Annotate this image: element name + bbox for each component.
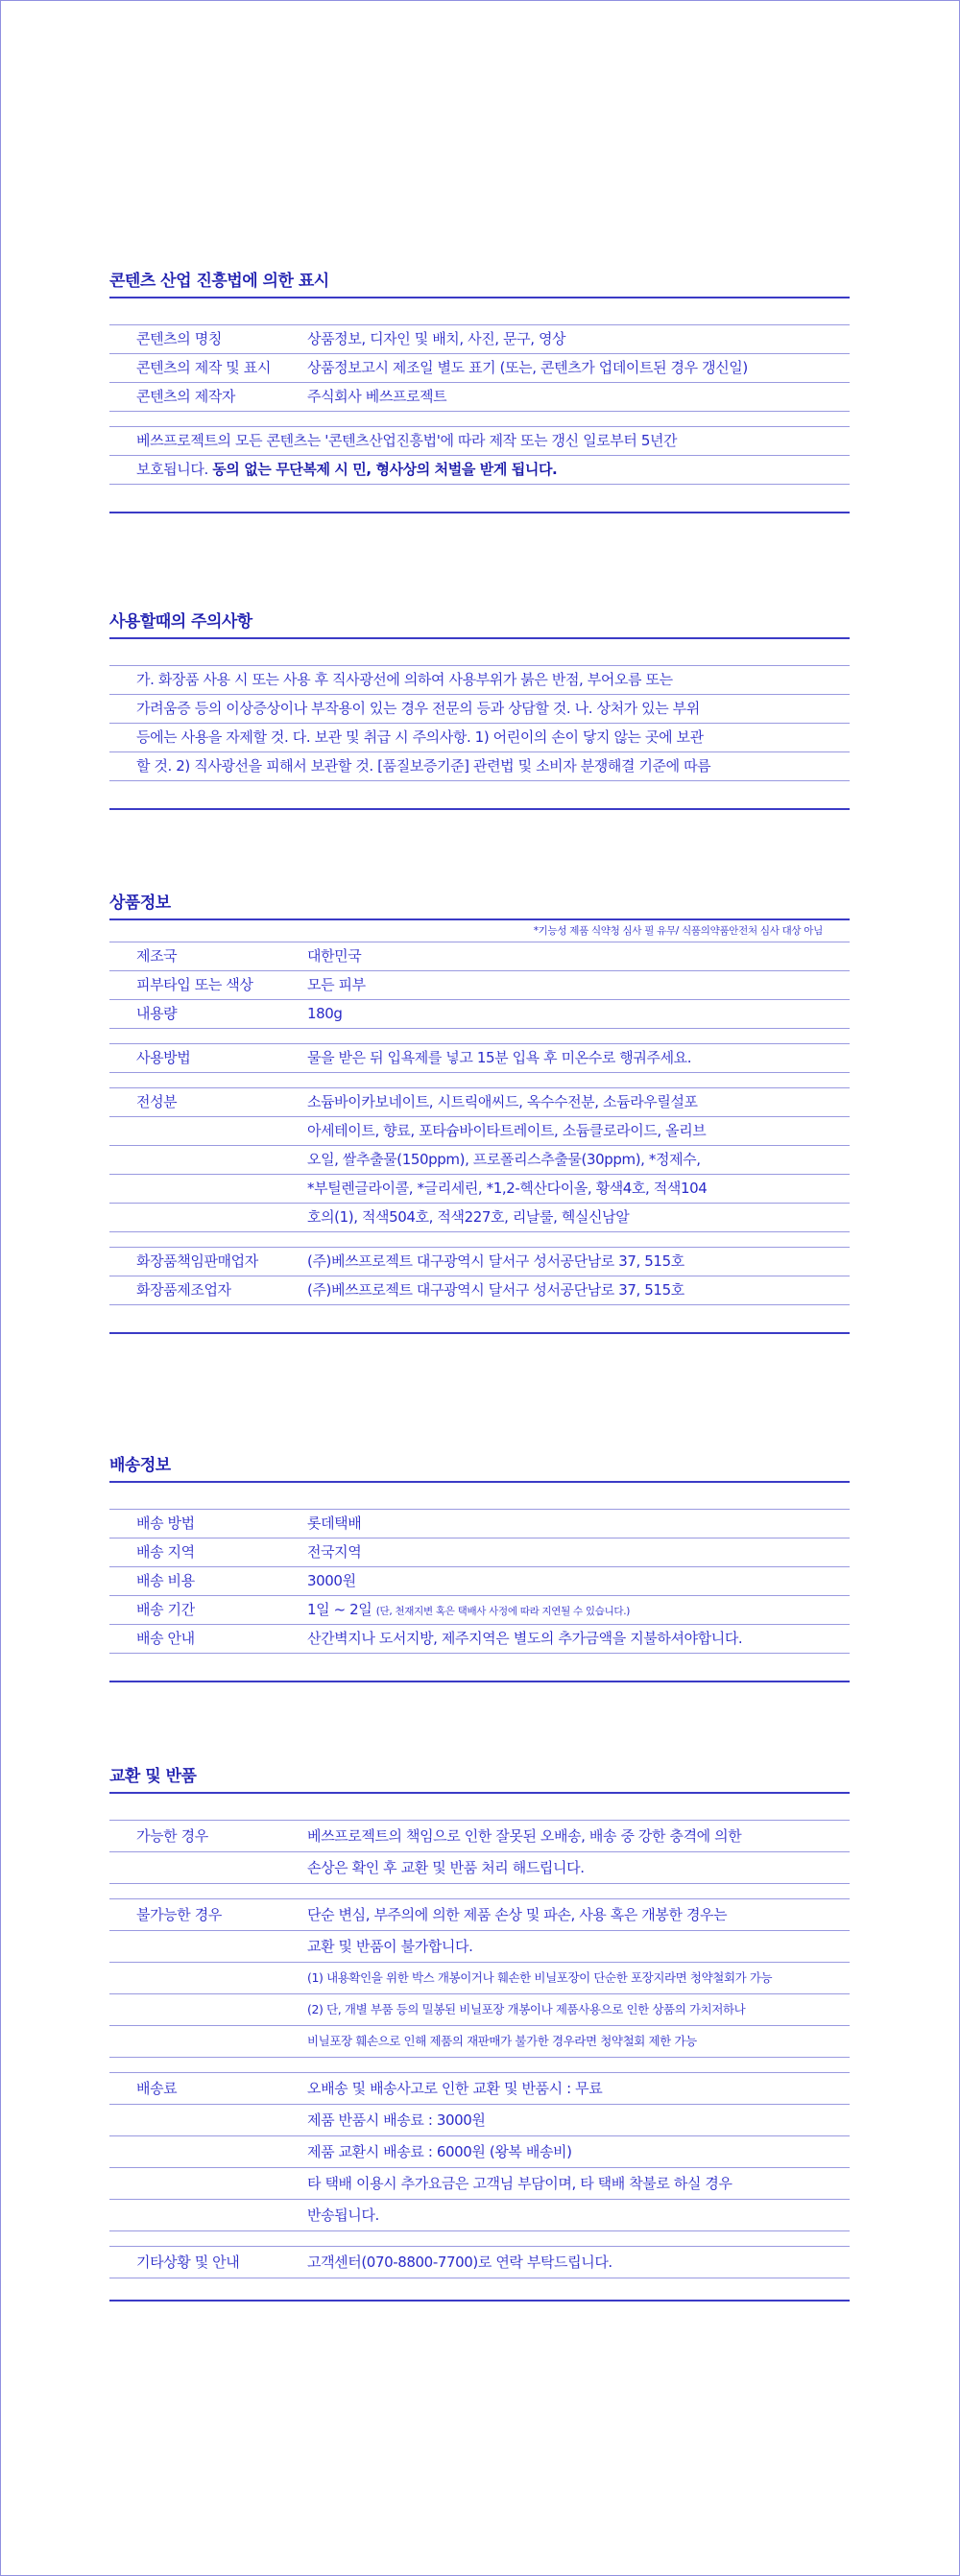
spacer-row bbox=[109, 1029, 850, 1044]
row-value: 고객센터(070-8800-7700)로 연락 부탁드립니다. bbox=[307, 2254, 612, 2271]
table-row bbox=[109, 1175, 850, 1204]
table-row bbox=[109, 2073, 850, 2105]
row-label: 전성분 bbox=[136, 1093, 178, 1110]
row-label: 배송 비용 bbox=[136, 1572, 195, 1589]
caution-line: 등에는 사용을 자제할 것. 다. 보관 및 취급 시 주의사항. 1) 어린이의 손이 닿지 않는 곳에 보관 bbox=[109, 724, 850, 752]
table-row bbox=[109, 354, 850, 383]
row-value: 베쓰프로젝트의 책임으로 인한 잘못된 오배송, 배송 중 강한 충격에 의한 bbox=[307, 1827, 742, 1845]
table-row bbox=[109, 1931, 850, 1963]
shipping-title: 배송정보 bbox=[109, 1456, 171, 1475]
spacer-row bbox=[109, 1483, 850, 1510]
spacer-row bbox=[109, 2231, 850, 2247]
row-value: 제품 반품시 배송료 : 3000원 bbox=[307, 2111, 486, 2129]
row-label: 콘텐츠의 제작자 bbox=[136, 388, 235, 405]
content-law-section bbox=[109, 269, 850, 513]
row-label: 배송료 bbox=[136, 2080, 178, 2097]
table-row bbox=[109, 1821, 850, 1852]
section-end-rule bbox=[109, 1681, 850, 1682]
table-row bbox=[109, 1994, 850, 2026]
content-law-title: 콘텐츠 산업 진흥법에 의한 표시 bbox=[109, 272, 329, 291]
table-row bbox=[109, 1000, 850, 1029]
row-value: 단순 변심, 부주의에 의한 제품 손상 및 파손, 사용 혹은 개봉한 경우는 bbox=[307, 1906, 728, 1923]
table-row bbox=[109, 1044, 850, 1073]
ingredients-line: 오일, 쌀추출물(150ppm), 프로폴리스추출물(30ppm), *정제수, bbox=[307, 1151, 701, 1168]
table-row bbox=[109, 1117, 850, 1146]
notice-text: 보호됩니다. bbox=[136, 461, 213, 478]
spacer-row bbox=[109, 2058, 850, 2073]
table-row bbox=[109, 1204, 850, 1232]
spacer-row bbox=[109, 1073, 850, 1088]
spacer-row bbox=[109, 1232, 850, 1248]
table-row bbox=[109, 1146, 850, 1175]
row-value: 3000원 bbox=[307, 1572, 356, 1589]
table-row bbox=[109, 1248, 850, 1276]
row-value: 교환 및 반품이 불가합니다. bbox=[307, 1938, 473, 1955]
notice-line bbox=[109, 456, 850, 485]
row-value: 상품정보고시 제조일 별도 표기 (또는, 콘텐츠가 업데이트된 경우 갱신일) bbox=[307, 359, 748, 376]
caution-line: 할 것. 2) 직사광선을 피해서 보관할 것. [품질보증기준] 관련법 및 소비자 분쟁해결 기준에 따름 bbox=[109, 752, 850, 781]
row-label: 배송 지역 bbox=[136, 1543, 195, 1561]
table-row bbox=[109, 1088, 850, 1117]
table-row bbox=[109, 383, 850, 412]
table-row bbox=[109, 2026, 850, 2058]
table-row bbox=[109, 1276, 850, 1305]
caution-line: 가려움증 등의 이상증상이나 부작용이 있는 경우 전문의 등과 상담할 것. 나. 상처가 있는 부위 bbox=[109, 695, 850, 724]
spacer-row bbox=[109, 298, 850, 325]
row-label: 가능한 경우 bbox=[136, 1827, 208, 1845]
row-value: 물을 받은 뒤 입욕제를 넣고 15분 입욕 후 미온수로 행궈주세요. bbox=[307, 1049, 692, 1066]
row-value: 주식회사 베쓰프로젝트 bbox=[307, 388, 447, 405]
row-label: 피부타입 또는 색상 bbox=[136, 976, 253, 993]
row-label: 내용량 bbox=[136, 1005, 178, 1022]
row-value: 모든 피부 bbox=[307, 976, 366, 993]
notice-line bbox=[109, 427, 850, 456]
row-label: 불가능한 경우 bbox=[136, 1906, 222, 1923]
notice-warning-text: 동의 없는 무단복제 시 민, 형사상의 처벌을 받게 됩니다. bbox=[212, 461, 558, 478]
ingredients-line: 아세테이트, 향료, 포타슘바이타트레이트, 소듐클로라이드, 올리브 bbox=[307, 1122, 707, 1139]
table-row bbox=[109, 2136, 850, 2168]
section-end-rule bbox=[109, 512, 850, 513]
row-label: 배송 기간 bbox=[136, 1601, 195, 1618]
table-row bbox=[109, 2105, 850, 2136]
row-value: (주)베쓰프로젝트 대구광역시 달서구 성서공단남로 37, 515호 bbox=[307, 1252, 684, 1270]
section-end-rule bbox=[109, 808, 850, 810]
table-row bbox=[109, 1538, 850, 1567]
row-label: 콘텐츠의 제작 및 표시 bbox=[136, 359, 271, 376]
ingredients-line: 호의(1), 적색504호, 적색227호, 리날룰, 헥실신남알 bbox=[307, 1208, 630, 1226]
row-label: 화장품책임판매업자 bbox=[136, 1252, 258, 1270]
ingredients-line: 소듐바이카보네이트, 시트릭애씨드, 옥수수전분, 소듐라우릴설포 bbox=[307, 1093, 698, 1110]
table-row bbox=[109, 325, 850, 354]
row-value: 대한민국 bbox=[307, 947, 362, 965]
product-section bbox=[109, 891, 850, 1334]
row-note: 비닐포장 훼손으로 인해 제품의 재판매가 불가한 경우라면 청약철회 제한 가능 bbox=[307, 2034, 697, 2048]
returns-title: 교환 및 반품 bbox=[109, 1767, 197, 1786]
table-row bbox=[109, 1899, 850, 1931]
row-label: 기타상황 및 안내 bbox=[136, 2254, 240, 2271]
returns-section bbox=[109, 1764, 850, 2302]
row-label: 콘텐츠의 명칭 bbox=[136, 330, 222, 347]
spacer-row bbox=[109, 1884, 850, 1899]
ingredients-line: *부틸렌글라이콜, *글리세린, *1,2-헥산다이올, 황색4호, 적색104 bbox=[307, 1180, 708, 1197]
table-row bbox=[109, 942, 850, 971]
caution-line: 가. 화장품 사용 시 또는 사용 후 직사광선에 의하여 사용부위가 붉은 반점, 부어오름 또는 bbox=[109, 666, 850, 695]
row-label: 배송 방법 bbox=[136, 1515, 195, 1532]
notice-text: 베쓰프로젝트의 모든 콘텐츠는 '콘텐츠산업진흥법'에 따라 제작 또는 갱신 일로부터 5년간 bbox=[136, 432, 678, 449]
spacer-row bbox=[109, 639, 850, 666]
row-label: 사용방법 bbox=[136, 1049, 191, 1066]
product-note: *기능성 제품 식약청 심사 필 유무/ 식품의약품안전처 심사 대상 아님 bbox=[533, 925, 823, 937]
table-row bbox=[109, 2200, 850, 2231]
row-label: 배송 안내 bbox=[136, 1630, 195, 1647]
row-value: 산간벽지나 도서지방, 제주지역은 별도의 추가금액을 지불하셔야합니다. bbox=[307, 1630, 743, 1647]
row-value: (주)베쓰프로젝트 대구광역시 달서구 성서공단남로 37, 515호 bbox=[307, 1281, 684, 1299]
table-row bbox=[109, 971, 850, 1000]
row-value: 제품 교환시 배송료 : 6000원 (왕복 배송비) bbox=[307, 2143, 572, 2160]
table-row bbox=[109, 2247, 850, 2278]
row-note: (1) 내용확인을 위한 박스 개봉이거나 훼손한 비닐포장이 단순한 포장지라면 청약철회가 가능 bbox=[307, 1970, 773, 1985]
row-value: 180g bbox=[307, 1005, 343, 1022]
table-row bbox=[109, 1625, 850, 1654]
row-value: 반송됩니다. bbox=[307, 2206, 379, 2224]
shipping-section bbox=[109, 1453, 850, 1682]
caution-section bbox=[109, 609, 850, 810]
table-row bbox=[109, 1852, 850, 1884]
product-title: 상품정보 bbox=[109, 894, 171, 913]
row-note: (2) 단, 개별 부품 등의 밀봉된 비닐포장 개봉이나 제품사용으로 인한 상품의 가치저하나 bbox=[307, 2002, 746, 2016]
row-value: 손상은 확인 후 교환 및 반품 처리 해드립니다. bbox=[307, 1859, 585, 1876]
row-label: 제조국 bbox=[136, 947, 178, 965]
table-row bbox=[109, 1963, 850, 1994]
row-value: 전국지역 bbox=[307, 1543, 362, 1561]
section-end-rule bbox=[109, 2300, 850, 2302]
row-label: 화장품제조업자 bbox=[136, 1281, 231, 1299]
table-row bbox=[109, 2168, 850, 2200]
spacer-row bbox=[109, 412, 850, 427]
table-row bbox=[109, 1596, 850, 1625]
row-value: 상품정보, 디자인 및 배치, 사진, 문구, 영상 bbox=[307, 330, 566, 347]
section-end-rule bbox=[109, 1332, 850, 1334]
row-value: 롯데택배 bbox=[307, 1515, 362, 1532]
row-value: 1일 ~ 2일 bbox=[307, 1601, 372, 1618]
table-row bbox=[109, 1510, 850, 1538]
caution-title: 사용할때의 주의사항 bbox=[109, 612, 252, 632]
row-value: 오배송 및 배송사고로 인한 교환 및 반품시 : 무료 bbox=[307, 2080, 603, 2097]
table-row bbox=[109, 1567, 850, 1596]
spacer-row bbox=[109, 1794, 850, 1821]
row-subnote: (단, 천재지변 혹은 택배사 사정에 따라 지연될 수 있습니다.) bbox=[375, 1606, 631, 1617]
row-value: 타 택배 이용시 추가요금은 고객님 부담이며, 타 택배 착불로 하실 경우 bbox=[307, 2175, 732, 2192]
